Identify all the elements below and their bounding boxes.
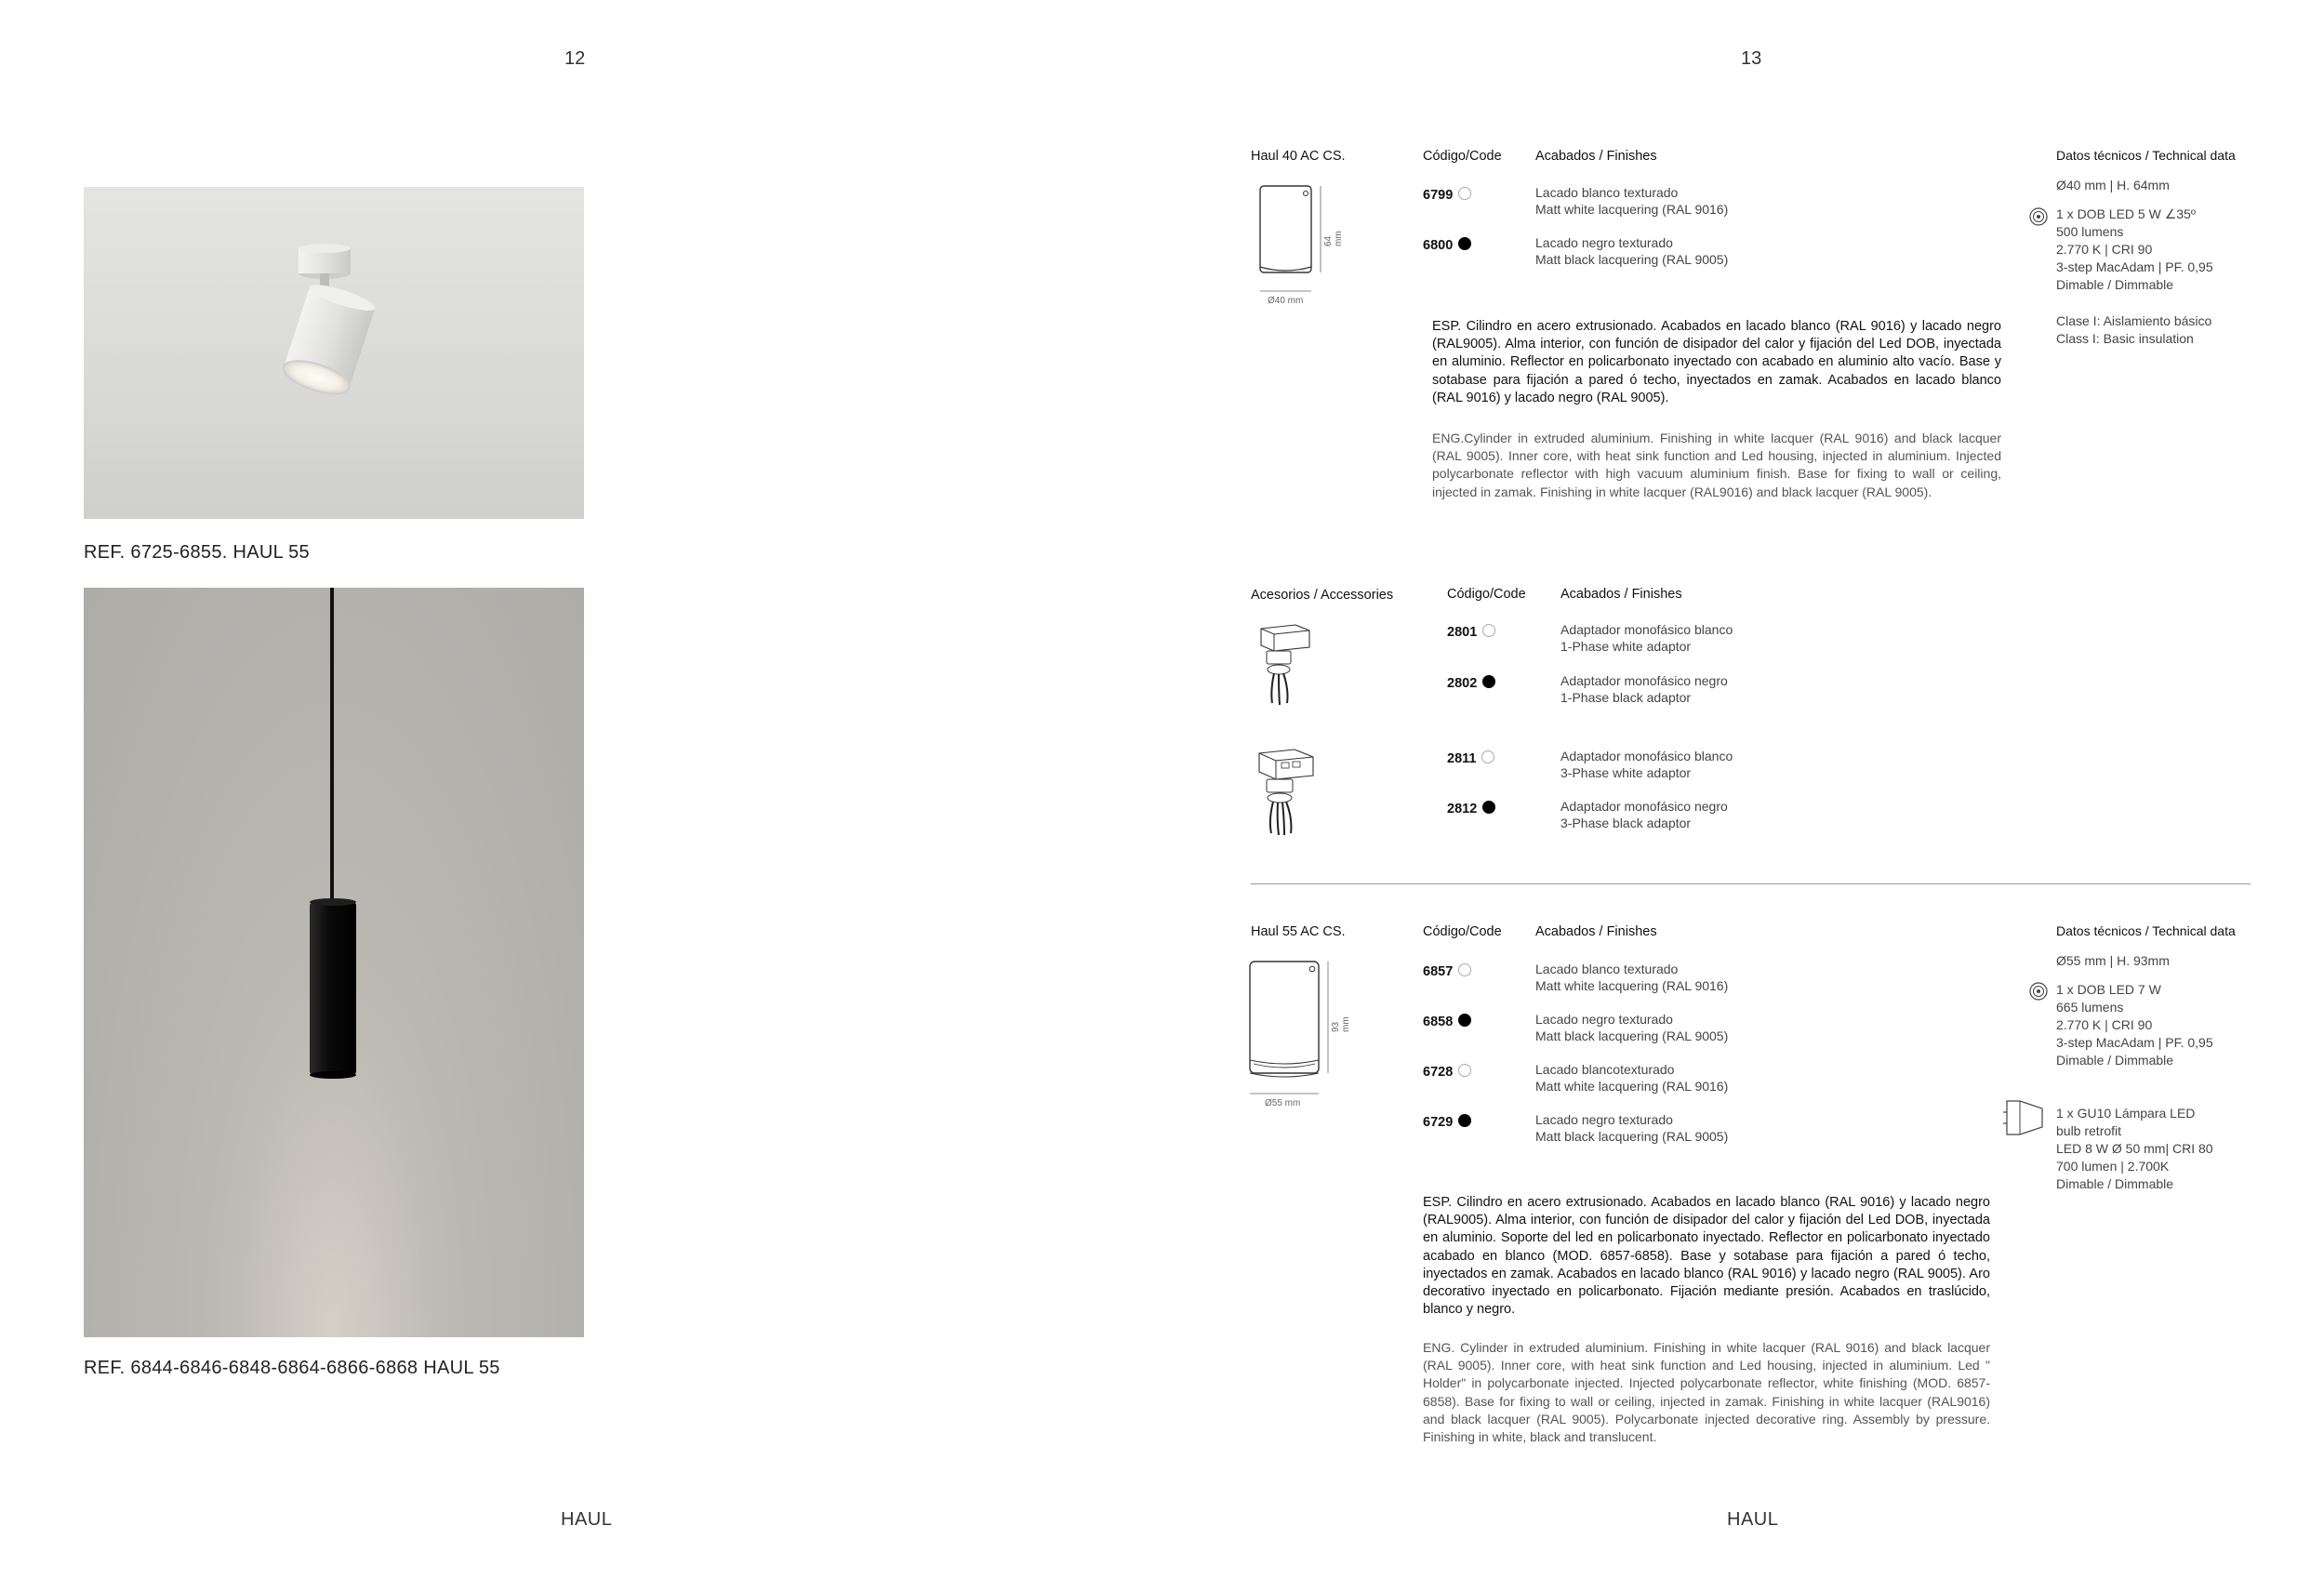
finish-es: Lacado negro texturado <box>1535 235 1673 250</box>
finish-es: Lacado blanco texturado <box>1535 185 1679 200</box>
black-swatch-icon <box>1482 675 1495 688</box>
accessory-code-2812 <box>1447 801 1495 816</box>
haul40-description-esp <box>1432 318 2001 407</box>
haul40-finishes-header: Acabados / Finishes <box>1535 149 1657 164</box>
finish-es: Lacado negro texturado <box>1535 1012 1673 1027</box>
led-chip-icon <box>2028 981 2049 1002</box>
tech-line: bulb retrofit <box>2056 1123 2122 1138</box>
tech-line: Dimable / Dimmable <box>2056 1176 2174 1191</box>
footer-right: HAUL <box>1727 1509 1779 1530</box>
code-text: 6800 <box>1423 238 1454 253</box>
haul40-height-label: 64 mm <box>1323 231 1344 246</box>
adaptor-3phase-icon <box>1254 748 1319 841</box>
finish-en: 1-Phase black adaptor <box>1560 690 1692 705</box>
haul55-description-esp <box>1423 1194 1990 1319</box>
haul40-title: Haul 40 AC CS. <box>1251 149 1346 164</box>
code-text: 6728 <box>1423 1065 1454 1080</box>
photo-pendant-light <box>84 588 584 1337</box>
tech-line: 3-step MacAdam | PF. 0,95 <box>2056 1035 2213 1050</box>
page-number-left: 12 <box>564 48 586 69</box>
caption-photo-2: REF. 6844-6846-6848-6864-6866-6868 HAUL 55 <box>84 1358 500 1378</box>
tech-line: 665 lumens <box>2056 1000 2124 1015</box>
spotlight-illustration <box>84 187 584 519</box>
haul55-cylinder-icon <box>1244 958 1351 1111</box>
haul40-finish-6799 <box>1535 184 1728 218</box>
finish-es: Adaptador monofásico negro <box>1560 673 1728 688</box>
photo-ceiling-spotlight <box>84 187 584 519</box>
accessory-finish-2802 <box>1560 672 1728 706</box>
tech-line: Dimable / Dimmable <box>2056 277 2174 292</box>
adaptor-1phase-drawing <box>1254 621 1319 710</box>
footer-left: HAUL <box>561 1509 613 1530</box>
black-swatch-icon <box>1482 801 1495 814</box>
haul55-code-header: Código/Code <box>1423 924 1502 939</box>
finish-es: Adaptador monofásico blanco <box>1560 622 1733 637</box>
haul55-diameter-label: Ø55 mm <box>1265 1098 1301 1108</box>
haul40-tech-led <box>2056 206 2213 294</box>
code-text: 6729 <box>1423 1115 1454 1130</box>
haul55-finish-6858 <box>1535 1011 1728 1044</box>
adaptor-1phase-icon <box>1254 621 1319 710</box>
finish-en: Matt black lacquering (RAL 9005) <box>1535 252 1729 267</box>
finish-en: Matt black lacquering (RAL 9005) <box>1535 1129 1729 1144</box>
code-text: 2811 <box>1447 751 1477 766</box>
caption-photo-1: REF. 6725-6855. HAUL 55 <box>84 542 310 563</box>
haul55-drawing <box>1244 958 1351 1111</box>
haul55-tech-dims: Ø55 mm | H. 93mm <box>2056 953 2170 968</box>
finish-en: Matt white lacquering (RAL 9016) <box>1535 1079 1729 1094</box>
haul40-drawing <box>1251 181 1344 307</box>
finish-en: 3-Phase white adaptor <box>1560 765 1692 780</box>
accessory-code-2811 <box>1447 750 1494 766</box>
haul55-finishes-header: Acabados / Finishes <box>1535 924 1657 939</box>
code-text: 6857 <box>1423 964 1454 979</box>
tech-line: Clase I: Aislamiento básico <box>2056 313 2212 328</box>
white-swatch-icon <box>1458 1064 1471 1077</box>
white-swatch-icon <box>1458 187 1471 200</box>
code-text: 2802 <box>1447 676 1478 691</box>
finish-es: Lacado negro texturado <box>1535 1112 1673 1127</box>
accessory-finish-2801 <box>1560 621 1733 655</box>
haul55-code-6729 <box>1423 1114 1471 1130</box>
white-swatch-icon <box>1458 963 1471 976</box>
white-swatch-icon <box>1481 750 1494 763</box>
gu10-bulb-icon <box>2001 1097 2048 1138</box>
adaptor-3phase-drawing <box>1254 748 1319 841</box>
haul55-tech-led <box>2056 981 2213 1069</box>
tech-line: LED 8 W Ø 50 mm| CRI 80 <box>2056 1141 2213 1156</box>
black-swatch-icon <box>1458 1014 1471 1027</box>
tech-line: 2.770 K | CRI 90 <box>2056 1017 2153 1032</box>
section-divider <box>1251 883 2251 884</box>
haul40-code-6800 <box>1423 237 1471 253</box>
haul55-title: Haul 55 AC CS. <box>1251 924 1346 939</box>
tech-line: 500 lumens <box>2056 224 2124 239</box>
haul55-finish-6857 <box>1535 961 1728 994</box>
tech-line: 1 x DOB LED 7 W <box>2056 982 2161 997</box>
finish-en: Matt white lacquering (RAL 9016) <box>1535 978 1729 993</box>
tech-line: 1 x GU10 Lámpara LED <box>2056 1106 2196 1121</box>
finish-es: Lacado blanco texturado <box>1535 962 1679 976</box>
haul55-height-label: 93 mm <box>1331 1016 1351 1032</box>
haul55-tech-gu10 <box>2056 1105 2213 1193</box>
haul40-description-eng <box>1432 430 2001 501</box>
finish-en: 3-Phase black adaptor <box>1560 816 1692 830</box>
black-swatch-icon <box>1458 237 1471 250</box>
tech-line: 700 lumen | 2.700K <box>2056 1159 2170 1174</box>
finish-es: Adaptador monofásico negro <box>1560 799 1728 814</box>
tech-line: 1 x DOB LED 5 W ∠35º <box>2056 206 2196 221</box>
haul55-code-6728 <box>1423 1064 1471 1080</box>
haul40-code-6799 <box>1423 187 1471 203</box>
haul55-description-eng <box>1423 1339 1990 1446</box>
haul55-code-6857 <box>1423 963 1471 979</box>
haul40-finish-6800 <box>1535 234 1728 268</box>
accessories-finishes-header: Acabados / Finishes <box>1560 587 1682 602</box>
finish-es: Lacado blancotexturado <box>1535 1062 1675 1077</box>
finish-en: 1-Phase white adaptor <box>1560 639 1692 654</box>
tech-line: 2.770 K | CRI 90 <box>2056 242 2153 257</box>
accessories-code-header: Código/Code <box>1447 587 1526 602</box>
tech-line: Dimable / Dimmable <box>2056 1053 2174 1068</box>
haul55-tech-header: Datos técnicos / Technical data <box>2056 923 2236 938</box>
finish-en: Matt white lacquering (RAL 9016) <box>1535 202 1729 217</box>
page-number-right: 13 <box>1741 48 1762 69</box>
haul40-tech-header: Datos técnicos / Technical data <box>2056 148 2236 163</box>
accessory-code-2802 <box>1447 675 1495 691</box>
code-text: 2801 <box>1447 625 1478 640</box>
haul40-diameter-label: Ø40 mm <box>1268 296 1304 306</box>
led-chip-icon <box>2028 206 2049 227</box>
black-swatch-icon <box>1458 1114 1471 1127</box>
finish-es: Adaptador monofásico blanco <box>1560 749 1733 763</box>
accessory-finish-2811 <box>1560 748 1733 781</box>
accessories-title: Acesorios / Accessories <box>1251 588 1394 603</box>
desc-eng-text: ENG.Cylinder in extruded aluminium. Finishing in white lacquer (RAL 9016) and black lacquer (RAL 9005). Inner core, with heat sink function and Led housing, injected in aluminium. Injected polycarbonate reflector with high vacuum aluminium finish. Base for fixing to wall or ceiling, injected in zamak. Finishing in white lacquer (RAL9016) and black lacquer (RAL 9005). <box>1432 431 2001 499</box>
haul55-finish-6729 <box>1535 1111 1728 1145</box>
haul40-code-header: Código/Code <box>1423 149 1502 164</box>
haul55-code-6858 <box>1423 1014 1471 1029</box>
accessory-finish-2812 <box>1560 798 1728 831</box>
tech-line: 3-step MacAdam | PF. 0,95 <box>2056 259 2213 274</box>
desc-esp-text: ESP. Cilindro en acero extrusionado. Acabados en lacado blanco (RAL 9016) y lacado negro (RAL9005). Alma interior, con función de disipador del calor y fijación del Led DOB, inyectada en aluminio. Reflector en policarbonato inyectado con acabado en aluminio alto vacío. Base y sotabase para fijación a pared ó techo, inyectados en zamak. Acabados en lacado blanco (RAL 9016) y lacado negro (RAL 9005). <box>1432 319 2001 405</box>
desc-eng-text: ENG. Cylinder in extruded aluminium. Finishing in white lacquer (RAL 9016) and black lacquer (RAL 9005). Inner core, with heat sink function and Led housing, injected in aluminium. Led " Holder" in polycarbonate injected. Injected polycarbonate reflector, white finishing (MOD. 6857-6858). Base for fixing to wall or ceiling, injected in zamak. Finishing in white lacquer (RAL9016) and black lacquer (RAL 9005). Polycarbonate injected decorative ring. Assembly by pressure. Finishing in white, black and translucent. <box>1423 1340 1990 1445</box>
haul55-finish-6728 <box>1535 1061 1728 1095</box>
desc-esp-text: ESP. Cilindro en acero extrusionado. Acabados en lacado blanco (RAL 9016) y lacado negro (RAL9005). Alma interior, con función de disipador del calor y fijación del Led DOB, inyectada en aluminio. Soporte del led en policarbonato inyectado. Reflector en policarbonato inyectado acabado en blanco (MOD. 6857-6858). Base y sotabase para fijación a pared ó techo, inyectados en zamak. Acabados en lacado blanco (RAL 9016) y lacado negro (RAL 9005). Aro decorativo inyectado en policarbonato. Fijación mediante presión. Acabados en traslúcido, blanco y negro. <box>1423 1195 1990 1318</box>
haul40-tech-class <box>2056 312 2211 348</box>
accessory-code-2801 <box>1447 624 1495 640</box>
white-swatch-icon <box>1482 624 1495 637</box>
code-text: 6858 <box>1423 1015 1454 1029</box>
haul40-tech-dims: Ø40 mm | H. 64mm <box>2056 178 2170 192</box>
finish-en: Matt black lacquering (RAL 9005) <box>1535 1028 1729 1043</box>
code-text: 6799 <box>1423 188 1454 203</box>
pendant-illustration <box>84 588 584 1337</box>
tech-line: Class I: Basic insulation <box>2056 331 2194 346</box>
code-text: 2812 <box>1447 802 1478 816</box>
